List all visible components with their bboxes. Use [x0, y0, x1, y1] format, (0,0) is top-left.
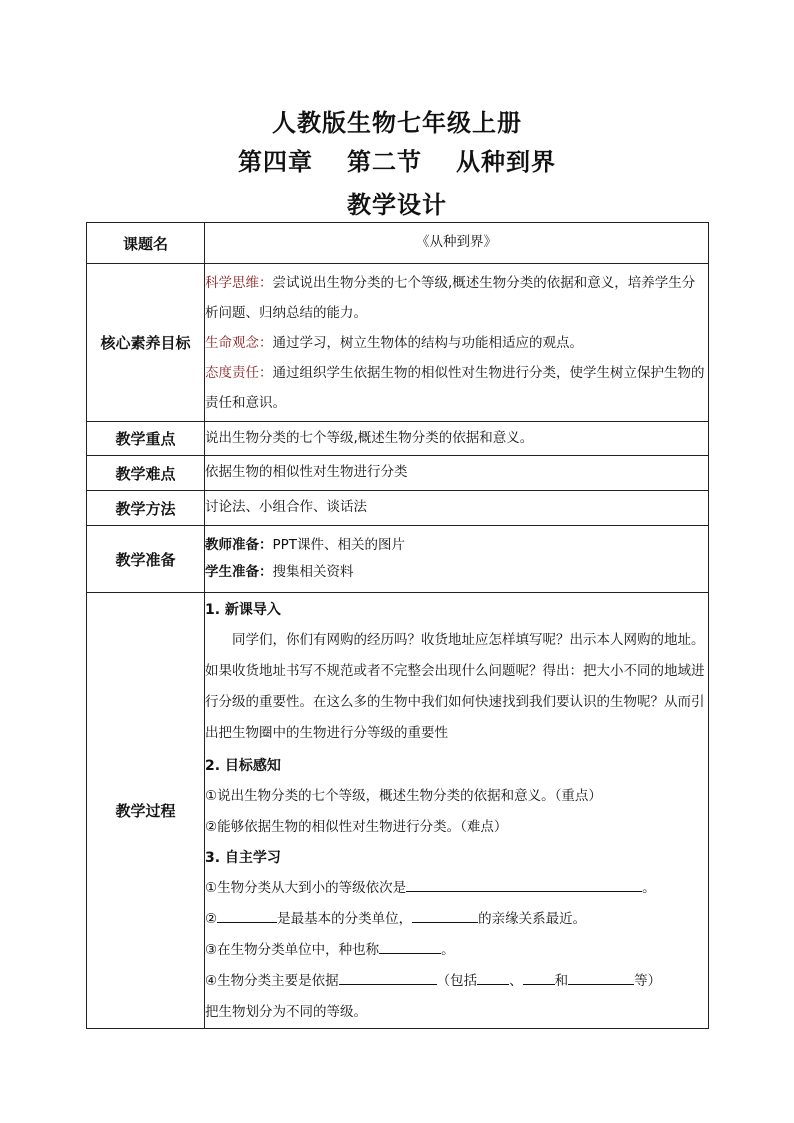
goal-key: 生命观念：: [205, 334, 273, 351]
answer-blank: [339, 970, 437, 985]
teacher-prep-value: PPT课件、相关的图片: [272, 537, 406, 553]
question-line: ①生物分类从大到小的等级依次是 。: [205, 873, 708, 904]
goal-line: ②能够依据生物的相似性对生物进行分类。（难点）: [205, 819, 508, 835]
answer-blank: [412, 908, 478, 923]
answer-blank: [217, 908, 277, 923]
difficulty-value: 依据生物的相似性对生物进行分类: [205, 456, 709, 491]
row-label: 教学难点: [87, 456, 205, 491]
goal-text: 通过组织学生依据生物的相似性对生物进行分类，使学生树立保护生物的责任和意识。: [205, 364, 705, 411]
table-row: [87, 526, 709, 593]
student-prep-value: 搜集相关资料: [272, 564, 354, 580]
topic-value: 《从种到界》: [205, 223, 709, 264]
method-value: 讨论法、小组合作、谈话法: [205, 491, 709, 526]
goal-line: ①说出生物分类的七个等级，概述生物分类的依据和意义。（重点）: [205, 788, 602, 804]
row-label: 教学方法: [87, 491, 205, 526]
chapter-label: 第四章: [238, 148, 313, 176]
row-label: 教学重点: [87, 422, 205, 456]
question-line: ③在生物分类单位中，种也称 。: [205, 935, 708, 966]
preparation-cell: [205, 526, 709, 593]
table-row: [87, 491, 709, 526]
answer-blank: [477, 970, 509, 985]
goal-key: 科学思维：: [205, 274, 273, 291]
answer-blank: [523, 970, 555, 985]
section-title: 1. 新课导入: [205, 602, 281, 618]
goals-cell: [205, 264, 709, 422]
answer-blank: [568, 970, 634, 985]
answer-blank: [379, 939, 441, 954]
doc-subtitle: 教学设计: [347, 191, 447, 219]
section-title: 3. 自主学习: [205, 850, 281, 866]
question-line: 把生物划分为不同的等级。: [205, 1004, 367, 1020]
question-line: ② 是最基本的分类单位， 的亲缘关系最近。: [205, 904, 708, 935]
table-row: [87, 223, 709, 264]
answer-blank: [406, 877, 642, 892]
lesson-label: 从种到界: [456, 148, 556, 176]
student-prep-key: 学生准备：: [205, 564, 273, 580]
table-row: [87, 264, 709, 422]
goal-key: 态度责任：: [205, 364, 273, 381]
row-label: 教学过程: [87, 593, 205, 1029]
section-title: 2. 目标感知: [205, 758, 281, 774]
goal-item: [205, 358, 708, 418]
teacher-prep-key: 教师准备：: [205, 537, 273, 553]
goal-text: 通过学习，树立生物体的结构与功能相适应的观点。: [272, 334, 583, 351]
process-cell: [205, 593, 709, 1029]
section-label: 第二节: [347, 148, 422, 176]
row-label: 教学准备: [87, 526, 205, 593]
chapter-title: [0, 142, 794, 177]
key-point-value: 说出生物分类的七个等级,概述生物分类的依据和意义。: [205, 422, 709, 456]
row-label: 课题名: [87, 223, 205, 264]
goal-item: [205, 268, 708, 328]
table-row: [87, 456, 709, 491]
table-row: [87, 422, 709, 456]
goal-text: 尝试说出生物分类的七个等级,概述生物分类的依据和意义，培养学生分析问题、归纳总结的能力。: [205, 274, 696, 321]
lesson-plan-table: [86, 222, 709, 1029]
row-label: 核心素养目标: [87, 264, 205, 422]
question-line: ④生物分类主要是依据 （包括 、 和 等）: [205, 966, 708, 997]
intro-paragraph: 同学们，你们有网购的经历吗？收货地址应怎样填写呢？出示本人网购的地址。如果收货地址书写不规范或者不完整会出现什么问题呢？得出：把大小不同的地域进行分级的重要性。在这么多的生物中我们如何快速找到我们要认识的生物呢？从而引出把生物圈中的生物进行分等级的重要性: [205, 632, 705, 741]
goal-item: [205, 328, 708, 358]
doc-title: 人教版生物七年级上册: [272, 109, 522, 137]
table-row: [87, 593, 709, 1029]
